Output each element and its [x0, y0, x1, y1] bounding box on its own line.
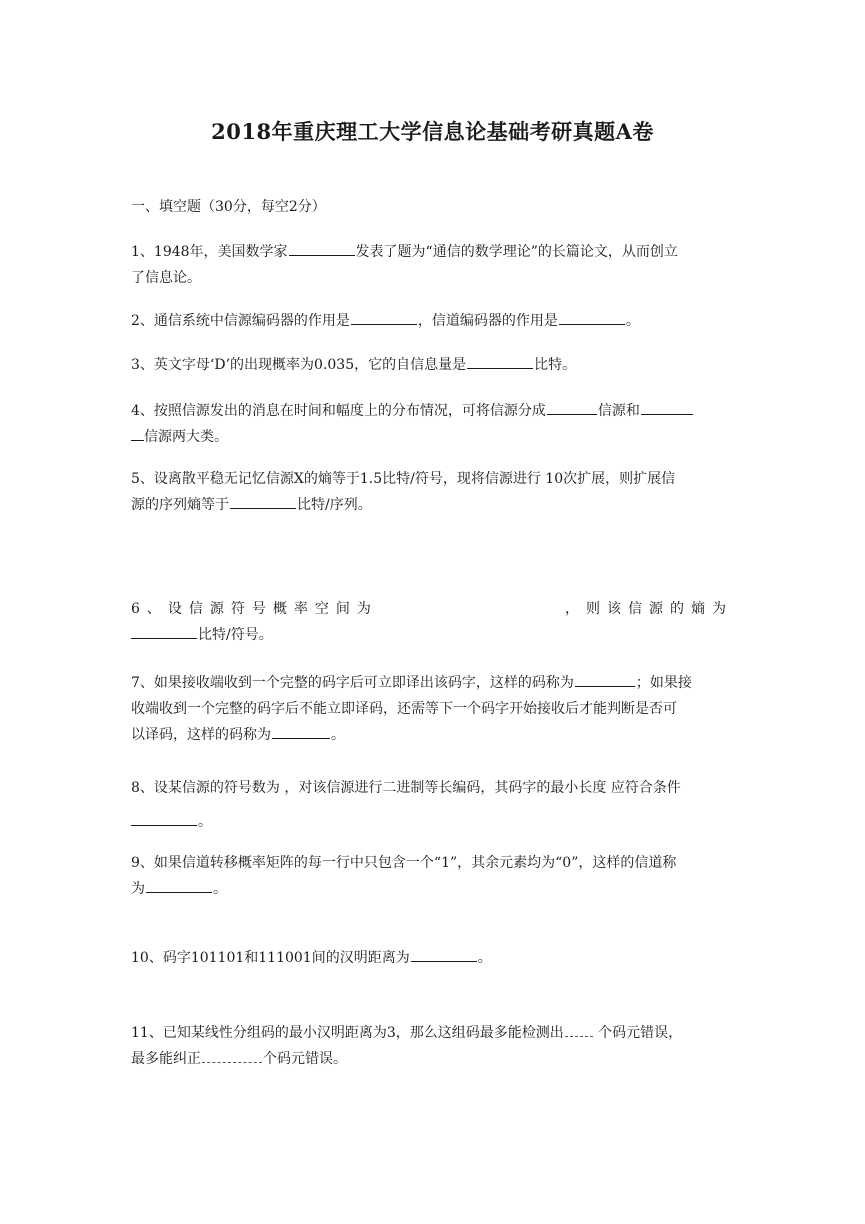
answer-blank[interactable]	[289, 240, 355, 256]
question-2	[131, 308, 733, 334]
q10-text-1: 10、码字101101和111001间的汉明距离为	[131, 950, 410, 966]
question-7-line-1	[131, 670, 733, 696]
q6-text-2: ，则该信源的熵为	[565, 601, 733, 617]
q3-text-1: 3、英文字母‘D’的出现概率为0.035，它的自信息量是	[131, 357, 467, 373]
question-6-line-1	[131, 596, 733, 622]
q11-text-1: 11、已知某线性分组码的最小汉明距离为3，那么这组码最多能检测出	[131, 1025, 564, 1041]
answer-blank[interactable]	[641, 399, 693, 415]
q5-text-3: 比特/序列。	[297, 497, 372, 513]
q2-text-2: ，信道编码器的作用是	[417, 313, 558, 329]
q11-text-2: 个码元错误，	[593, 1025, 683, 1041]
question-8	[131, 775, 733, 835]
answer-blank[interactable]	[131, 810, 197, 826]
question-9	[131, 850, 733, 902]
question-5	[131, 466, 733, 518]
q3-text-2: 比特。	[534, 357, 577, 373]
answer-blank[interactable]	[565, 1021, 593, 1037]
q10-text-2: 。	[477, 950, 492, 966]
question-11	[131, 1020, 733, 1072]
answer-blank[interactable]	[131, 623, 197, 639]
q7-text-2: ；如果接	[635, 675, 692, 691]
section-header	[131, 194, 733, 220]
question-11-line-1	[131, 1020, 733, 1046]
question-3	[131, 352, 733, 378]
answer-blank-continued[interactable]	[131, 425, 144, 441]
question-1-line-2	[131, 265, 733, 291]
answer-blank[interactable]	[559, 309, 625, 325]
q2-text-1: 2、通信系统中信源编码器的作用是	[131, 313, 350, 329]
q8-text-1: 8、设某信源的符号数为 ，对该信源进行二进制等长编码，其码字的最小长度 应符合条件	[131, 780, 681, 796]
question-10	[131, 945, 733, 971]
question-9-line-1	[131, 850, 733, 876]
question-8-line-1	[131, 775, 733, 801]
answer-blank[interactable]	[467, 353, 533, 369]
document-title: 2018年重庆理工大学信息论基础考研真题A卷	[211, 119, 654, 144]
q4-text-1: 4、按照信源发出的消息在时间和幅度上的分布情况，可将信源分成	[131, 403, 546, 419]
q7-text-4: 以译码，这样的码称为	[131, 727, 271, 743]
answer-blank[interactable]	[351, 309, 417, 325]
question-3-line-1	[131, 352, 733, 378]
question-4-line-1	[131, 398, 733, 424]
question-8-line-2	[131, 809, 733, 835]
q2-text-3: 。	[625, 313, 640, 329]
q1-text-1: 1、1948年，美国数学家	[131, 244, 288, 260]
q4-text-3: 信源两大类。	[144, 429, 228, 445]
section-header-text: 一、填空题（30分，每空2分）	[131, 199, 326, 215]
answer-blank[interactable]	[547, 399, 597, 415]
q9-text-1: 9、如果信道转移概率矩阵的每一行中只包含一个“1”，其余元素均为“0”，这样的信道称	[131, 855, 677, 871]
question-4-line-2	[131, 424, 733, 450]
q1-text-3: 了信息论。	[131, 270, 201, 286]
q8-text-2: 。	[198, 814, 212, 830]
q11-text-4: 个码元错误。	[263, 1051, 347, 1067]
question-1	[131, 239, 733, 291]
answer-blank[interactable]	[230, 493, 296, 509]
question-6-line-2	[131, 622, 733, 648]
q5-text-1: 5、设离散平稳无记忆信源X的熵等于1.5比特/符号，现将信源进行 10次扩展，则扩展信	[131, 471, 676, 487]
q1-text-2: 发表了题为“通信的数学理论”的长篇论文，从而创立	[355, 244, 678, 260]
question-5-line-1	[131, 466, 733, 492]
question-7	[131, 670, 733, 748]
answer-blank[interactable]	[575, 671, 635, 687]
q6-text-1: 6、设信源符号概率空间为	[131, 601, 378, 617]
question-4	[131, 398, 733, 450]
question-10-line-1	[131, 945, 733, 971]
question-6	[131, 596, 733, 648]
question-5-line-2	[131, 492, 733, 518]
question-7-line-3	[131, 722, 733, 748]
question-11-line-2	[131, 1046, 733, 1072]
answer-blank[interactable]	[202, 1047, 262, 1063]
q9-text-2: 为	[131, 881, 145, 897]
question-1-line-1	[131, 239, 733, 265]
q6-text-3: 比特/符号。	[198, 627, 273, 643]
question-7-line-2	[131, 696, 733, 722]
q5-text-2: 源的序列熵等于	[131, 497, 229, 513]
q7-text-3: 收端收到一个完整的码字后不能立即译码，还需等下一个码字开始接收后才能判断是否可	[131, 701, 677, 717]
q4-text-2: 信源和	[597, 403, 640, 419]
q7-text-5: 。	[331, 727, 345, 743]
answer-blank[interactable]	[272, 723, 330, 739]
answer-blank[interactable]	[146, 877, 212, 893]
question-2-line-1	[131, 308, 733, 334]
question-9-line-2	[131, 876, 733, 902]
answer-blank[interactable]	[411, 946, 477, 962]
q9-text-3: 。	[213, 881, 227, 897]
q11-text-3: 最多能纠正	[131, 1051, 201, 1067]
q7-text-1: 7、如果接收端收到一个完整的码字后可立即译出该码字，这样的码称为	[131, 675, 574, 691]
